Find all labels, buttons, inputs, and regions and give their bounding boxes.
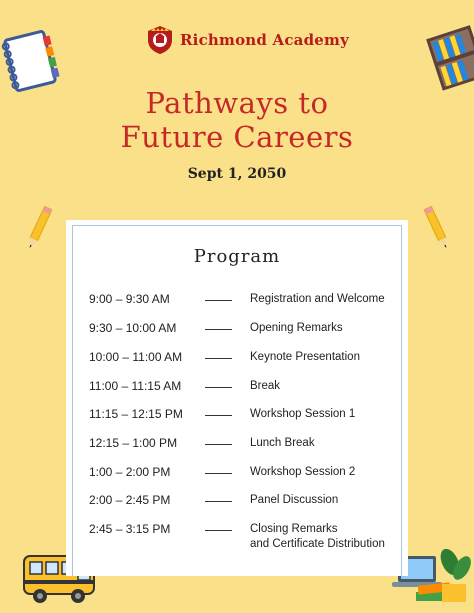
schedule-time: 1:00 – 2:00 PM: [89, 465, 171, 479]
title-line-2: Future Careers: [120, 120, 354, 154]
schedule-dash: [205, 387, 232, 388]
schedule-row: [73, 493, 401, 517]
schedule-row: [73, 436, 401, 460]
schedule-event: Lunch Break: [250, 437, 315, 449]
schedule-event: Closing Remarks and Certificate Distribution: [250, 523, 385, 550]
academy-crest-logo: [147, 25, 173, 55]
schedule-time: 12:15 – 1:00 PM: [89, 436, 178, 450]
schedule-dash: [205, 501, 232, 502]
event-date: Sept 1, 2050: [187, 166, 287, 182]
pencil-icon: [26, 204, 52, 252]
school-name: Richmond Academy: [180, 31, 350, 49]
schedule-time: 9:30 – 10:00 AM: [89, 321, 177, 335]
schedule-event: Opening Remarks: [250, 322, 343, 334]
schedule-row: [73, 350, 401, 374]
schedule-row: [73, 321, 401, 345]
schedule-event: Workshop Session 1: [250, 408, 356, 420]
schedule-dash: [205, 473, 232, 474]
schedule-dash: [205, 300, 232, 301]
schedule-row: [73, 407, 401, 431]
page-title: [0, 86, 474, 154]
schedule-row: [73, 465, 401, 489]
schedule-row: [73, 379, 401, 403]
program-card-border: [72, 225, 402, 576]
schedule-time: 11:00 – 11:15 AM: [89, 379, 182, 393]
schedule-time: 11:15 – 12:15 PM: [89, 407, 183, 421]
schedule-time: 2:45 – 3:15 PM: [89, 522, 171, 536]
schedule-dash: [205, 329, 232, 330]
schedule-event: Keynote Presentation: [250, 351, 360, 363]
schedule-time: 2:00 – 2:45 PM: [89, 493, 171, 507]
program-card: [66, 220, 408, 576]
schedule-event: Registration and Welcome: [250, 293, 385, 305]
schedule-row: [73, 522, 401, 556]
schedule-event: Workshop Session 2: [250, 466, 356, 478]
pencil-icon: [424, 204, 450, 252]
schedule-dash: [205, 415, 232, 416]
program-heading: Program: [193, 246, 281, 267]
schedule-dash: [205, 444, 232, 445]
schedule-event: Panel Discussion: [250, 494, 339, 506]
title-line-1: Pathways to: [145, 86, 329, 120]
plant-icon: [428, 548, 474, 606]
schedule-time: 10:00 – 11:00 AM: [89, 350, 183, 364]
schedule-event: Break: [250, 380, 281, 392]
schedule-time: 9:00 – 9:30 AM: [89, 292, 170, 306]
schedule-dash: [205, 530, 232, 531]
schedule-dash: [205, 358, 232, 359]
schedule-row: [73, 292, 401, 316]
